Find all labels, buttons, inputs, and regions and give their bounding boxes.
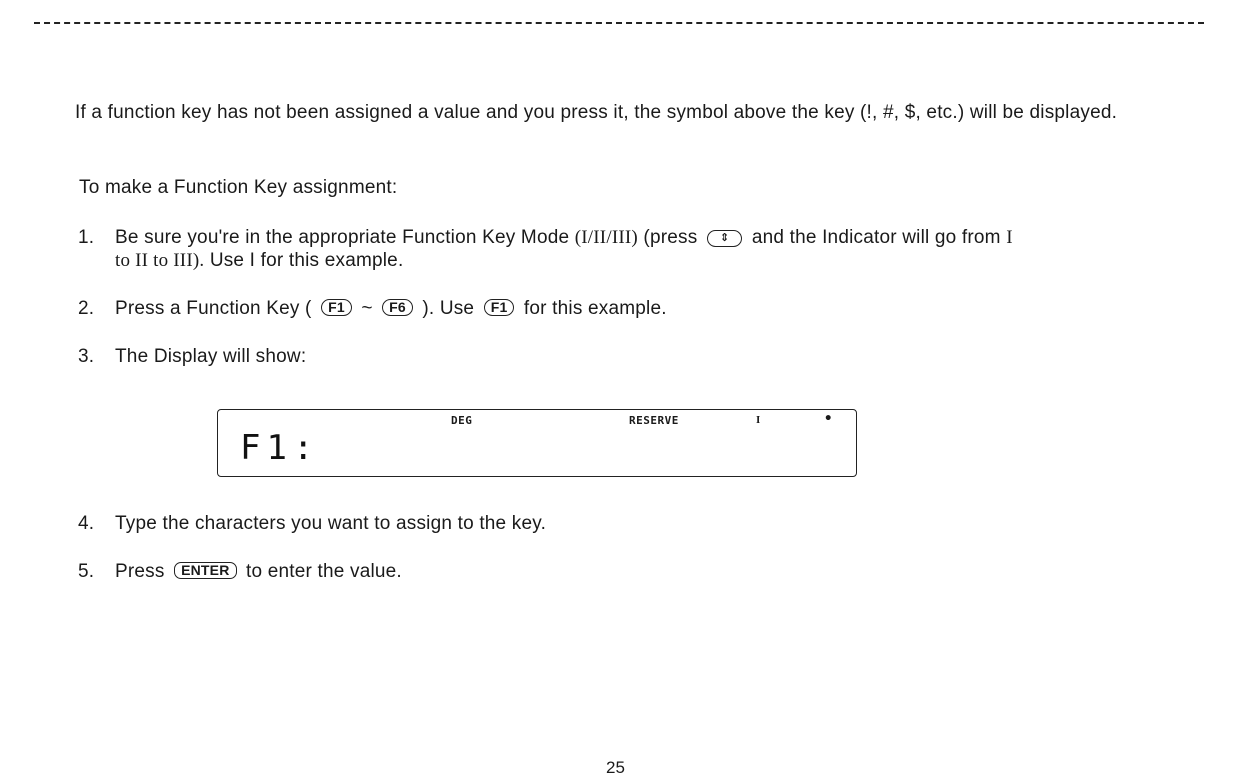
step-5-text-b: to enter the value.	[246, 561, 402, 582]
lcd-display	[217, 409, 857, 477]
step-1-text-a: Be sure you're in the appropriate Function Key Mode	[115, 227, 570, 248]
step-number: 2.	[78, 298, 95, 319]
f6-key: F6	[382, 299, 413, 316]
f1-key: F1	[321, 299, 352, 316]
step-2-text-a: Press a Function Key (	[115, 298, 312, 319]
reserve-indicator: RESERVE	[629, 414, 679, 427]
lead-sentence: To make a Function Key assignment:	[79, 177, 398, 198]
step-1	[78, 226, 1178, 272]
step-1-text-b: (press	[643, 227, 698, 248]
step-2-text-b: ). Use	[422, 298, 475, 319]
tilde-sign: ~	[361, 298, 373, 319]
indicator-dot: •	[824, 411, 833, 427]
page-number: 25	[606, 758, 625, 777]
step-5	[78, 560, 1178, 583]
step-1-line2-b: Use I for this example.	[209, 250, 404, 271]
step-1-text-c: and the Indicator will go from	[751, 227, 1001, 248]
top-dashed-rule	[34, 22, 1204, 24]
step-number: 5.	[78, 561, 95, 582]
step-number: 3.	[78, 346, 95, 367]
step-number: 1.	[78, 227, 95, 248]
lcd-text: F1:	[240, 428, 320, 468]
step-2	[78, 297, 1178, 320]
f1-key: F1	[484, 299, 515, 316]
step-1-line2-a: to II to III).	[115, 250, 205, 271]
step-5-text-a: Press	[115, 561, 165, 582]
deg-indicator: DEG	[451, 414, 473, 427]
step-1-roman-i: I	[1006, 227, 1013, 248]
intro-paragraph: If a function key has not been assigned a value and you press it, the symbol above the key (!, #, $, etc.) will be displayed.	[75, 102, 1118, 123]
enter-key: ENTER	[174, 562, 236, 579]
mode-indicator: I	[756, 414, 761, 426]
step-3-text: The Display will show:	[115, 346, 307, 367]
step-2-text-c: for this example.	[523, 298, 667, 319]
mode-arrow-key: ⇕	[707, 230, 742, 247]
step-4-text: Type the characters you want to assign to the key.	[115, 513, 547, 534]
step-3	[78, 345, 1178, 368]
step-4	[78, 512, 1178, 535]
step-number: 4.	[78, 513, 95, 534]
step-1-modes: (I/II/III)	[574, 227, 638, 248]
